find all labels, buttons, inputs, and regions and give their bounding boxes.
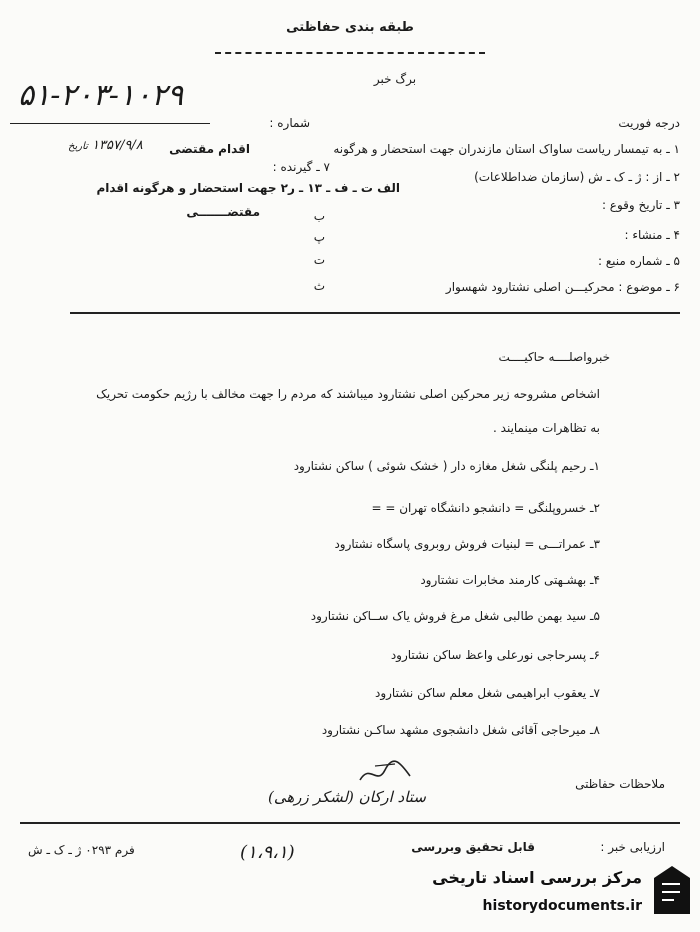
- person-item-6: ۶ـ پسرحاجی نورعلی واعظ ساکن نشتارود: [390, 648, 600, 662]
- recipient-line-2: مقتضـــــــی: [186, 205, 260, 219]
- field-to-action: اقدام مقتضی: [169, 142, 250, 156]
- recipient-letter-s: ث: [313, 279, 325, 293]
- watermark: [400, 860, 698, 930]
- body-paragraph-line-2: به تظاهرات مینمایند .: [493, 421, 600, 435]
- field-subject: ۶ ـ موضوع : محرکیـــن اصلی نشتارود شهسوار: [445, 280, 680, 294]
- field-origin: ۴ ـ منشاء :: [624, 228, 680, 242]
- person-item-7: ۷ـ یعقوب ابراهیمی شغل معلم ساکن نشتارود: [375, 686, 600, 700]
- footer-divider: [20, 822, 680, 824]
- recipients-label: ۷ ـ گیرنده :: [272, 160, 330, 174]
- signature: ستاد ارکان (لشکر زرهی): [268, 788, 426, 806]
- signature-scribble: [355, 758, 415, 788]
- archive-logo-icon: [650, 864, 694, 920]
- evaluation-label: ارزیابی خبر :: [600, 840, 665, 854]
- person-item-4: ۴ـ بهشـهتی کارمند مخابرات نشتارود: [420, 573, 600, 587]
- field-event-date: ۳ ـ تاریخ وقوع :: [601, 198, 680, 212]
- body-heading: خبرواصلــــه حاکیــــت: [498, 350, 610, 364]
- recipient-line-1: الف ت ـ ف ـ ۱۳ ـ ر۲ جهت استحضار و هرگونه اقدام: [96, 181, 400, 195]
- recipient-letter-p: پ: [313, 230, 325, 244]
- recipient-letter-b: ب: [313, 209, 325, 223]
- date-stamp: [68, 138, 143, 153]
- body-paragraph-line-1: اشخاص مشروحه زیر محرکین اصلی نشتارود میباشند که مردم را جهت مخالف با رژیم حکومت تحریک: [96, 387, 600, 401]
- watermark-url: historydocuments.ir: [482, 898, 642, 914]
- urgency-label: درجه فوریت: [618, 116, 680, 130]
- field-to: ۱ ـ به تیمسار ریاست ساواک استان مازندران جهت استحضار و هرگونه: [333, 142, 680, 156]
- handwritten-reference-number: ۵۱-۲۰۳-۱۰۲۹: [18, 78, 184, 113]
- watermark-title: مرکز بررسی اسناد تاریخی: [432, 868, 642, 887]
- form-number: فرم ۰۲۹۳ ژ ـ ک ـ ش: [28, 843, 135, 857]
- document-type: برگ خبر: [373, 72, 417, 86]
- person-item-2: ۲ـ خسروپلنگی = دانشجو دانشگاه تهران = =: [371, 501, 600, 515]
- date-prefix: تاریخ: [68, 141, 88, 152]
- fields-divider: [70, 312, 680, 314]
- person-item-1: ۱ـ رحیم پلنگی شغل مغازه دار ( خشک شوئی ) ساکن نشتارود: [293, 459, 600, 473]
- security-notes-label: ملاحظات حفاظتی: [575, 777, 665, 791]
- person-item-5: ۵ـ سید بهمن طالبی شغل مرغ فروش یاک ســاکن نشتارود: [310, 609, 600, 623]
- field-from: ۲ ـ از : ژ ـ ک ـ ش (سازمان ضداطلاعات): [474, 170, 680, 184]
- person-item-3: ۳ـ عمراتـــی = لبنیات فروش روبروی پاسگاه نشتارود: [334, 537, 600, 551]
- number-label: شماره :: [269, 116, 310, 130]
- recipient-letter-t: ت: [313, 253, 325, 267]
- field-source-number: ۵ ـ شماره منبع :: [597, 254, 680, 268]
- classification-label: طبقه بندی حفاظتی: [286, 20, 414, 35]
- header-divider: [215, 52, 485, 54]
- date-value: ۱۳۵۷/۹/۸: [92, 138, 143, 153]
- reference-underline: [10, 123, 210, 124]
- handwritten-code: (۱،۹،۱): [240, 842, 295, 863]
- person-item-8: ۸ـ میرحاجی آقائی شغل دانشجوی مشهد ساکـن نشتارود: [321, 723, 600, 737]
- evaluation-value: قابل تحقیق وبررسی: [411, 840, 535, 854]
